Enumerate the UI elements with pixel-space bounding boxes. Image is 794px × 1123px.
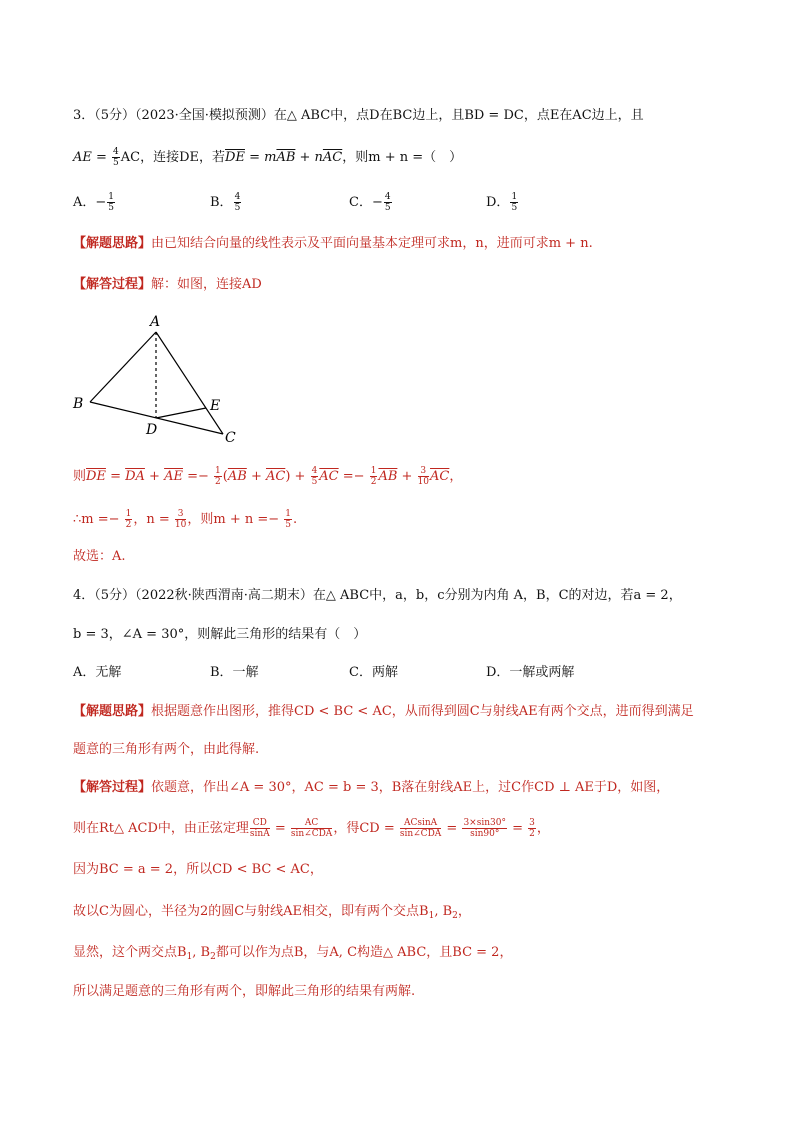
triangle-figure [70,308,250,448]
q4-process-line2: 则在Rt△ ACD中，由正弦定理 $\frac{CD}{\sin A}$ = $\frac{AC}{\text{sin∠CDA}}$ ，得CD = $\frac{ACsinA}{\text{sin∠CDA}}$ = $\frac{3\times\sin 30^\circ}{\sin 90^\circ}$ = $\frac{3}{2}$ ， [73,818,550,839]
q4-thinking-line1: 【解题思路】根据题意作出图形，推得CD < BC < AC，从而得到圆C与射线AE有两个交点，进而得到满足 [73,704,694,719]
q4-process-line4: 故以C为圆心，半径为2的圆C与射线AE相交，即有两个交点$B_1$, $B_2$， [73,904,471,921]
q4-option-a[interactable]: A．无解 [73,665,122,680]
segment-de [156,408,206,418]
q4-process-line6: 所以满足题意的三角形有两个，即解此三角形的结果有两解. [73,984,416,999]
edge-ac [156,332,223,434]
q3-solution-line1: 则$\overline{DE} = \overline{DA} + \overline{AE}$ =− $\frac{1}{2}$ $(\overline{AB} + \overline{AC})$ + $\frac{4}{5}$ $\overline{AC}$ =− $\frac{1}{2}$ $\overline{AB}$ + $\frac{3}{10}$ $\overline{AC}$， [73,466,463,487]
label-b: B [73,396,84,412]
q3-option-d[interactable]: D． $\frac{1}{5}$ [486,192,518,213]
q3-option-a[interactable]: A．− $\frac{1}{5}$ [73,192,115,213]
q3-option-b[interactable]: B． $\frac{4}{5}$ [210,192,241,213]
q3-answer: 故选：A. [73,549,126,564]
q3-option-c[interactable]: C．− $\frac{4}{5}$ [349,192,391,213]
label-e: E [210,398,221,414]
q3-solution-line2: ∴m =− $\frac{1}{2}$ ，n = $\frac{3}{10}$ ，则m + n =− $\frac{1}{5}$ . [73,509,298,530]
q4-process-line5: 显然，这个两交点$B_1$, $B_2$都可以作为点B，与A, C构造△ ABC，且BC = 2， [73,945,513,962]
q4-stem-line1: 4．（5分）（2022秋·陕西渭南·高二期末）在△ ABC中，a，b，c分别为内角 A，B，C的对边，若a = 2， [73,588,682,603]
q4-option-c[interactable]: C．两解 [349,665,398,680]
q4-process-line3: 因为BC = a = 2，所以CD < BC < AC， [73,862,323,877]
q4-option-d[interactable]: D．一解或两解 [486,665,575,680]
q4-thinking-line2: 题意的三角形有两个，由此得解. [73,742,260,757]
label-d: D [146,422,158,438]
label-a: A [150,314,161,330]
q4-stem-line2: b = 3，∠A = 30°，则解此三角形的结果有（ ） [73,627,367,642]
q3-process: 【解答过程】解：如图，连接AD [73,277,262,292]
q3-stem-line1: 3．（5分）（2023·全国·模拟预测）在△ ABC中，点D在BC边上，且BD = DC，点E在AC边上，且 [73,108,644,123]
q3-stem-line2: AE = $\frac{4}{5}$ AC，连接DE，若$\overline{DE} = m\overline{AB} + n\overline{AC}$，则m + n =（ ） [73,147,463,168]
q4-option-b[interactable]: B．一解 [210,665,259,680]
edge-ab [90,332,156,402]
q3-thinking: 【解题思路】由已知结合向量的线性表示及平面向量基本定理可求m，n，进而可求m + n. [73,236,593,251]
q4-process-line1: 【解答过程】依题意，作出∠A = 30°，AC = b = 3，B落在射线AE上，过C作CD ⊥ AE于D，如图， [73,780,670,795]
label-c: C [225,430,236,446]
fraction: $\frac{4}{5}$ [113,147,119,168]
